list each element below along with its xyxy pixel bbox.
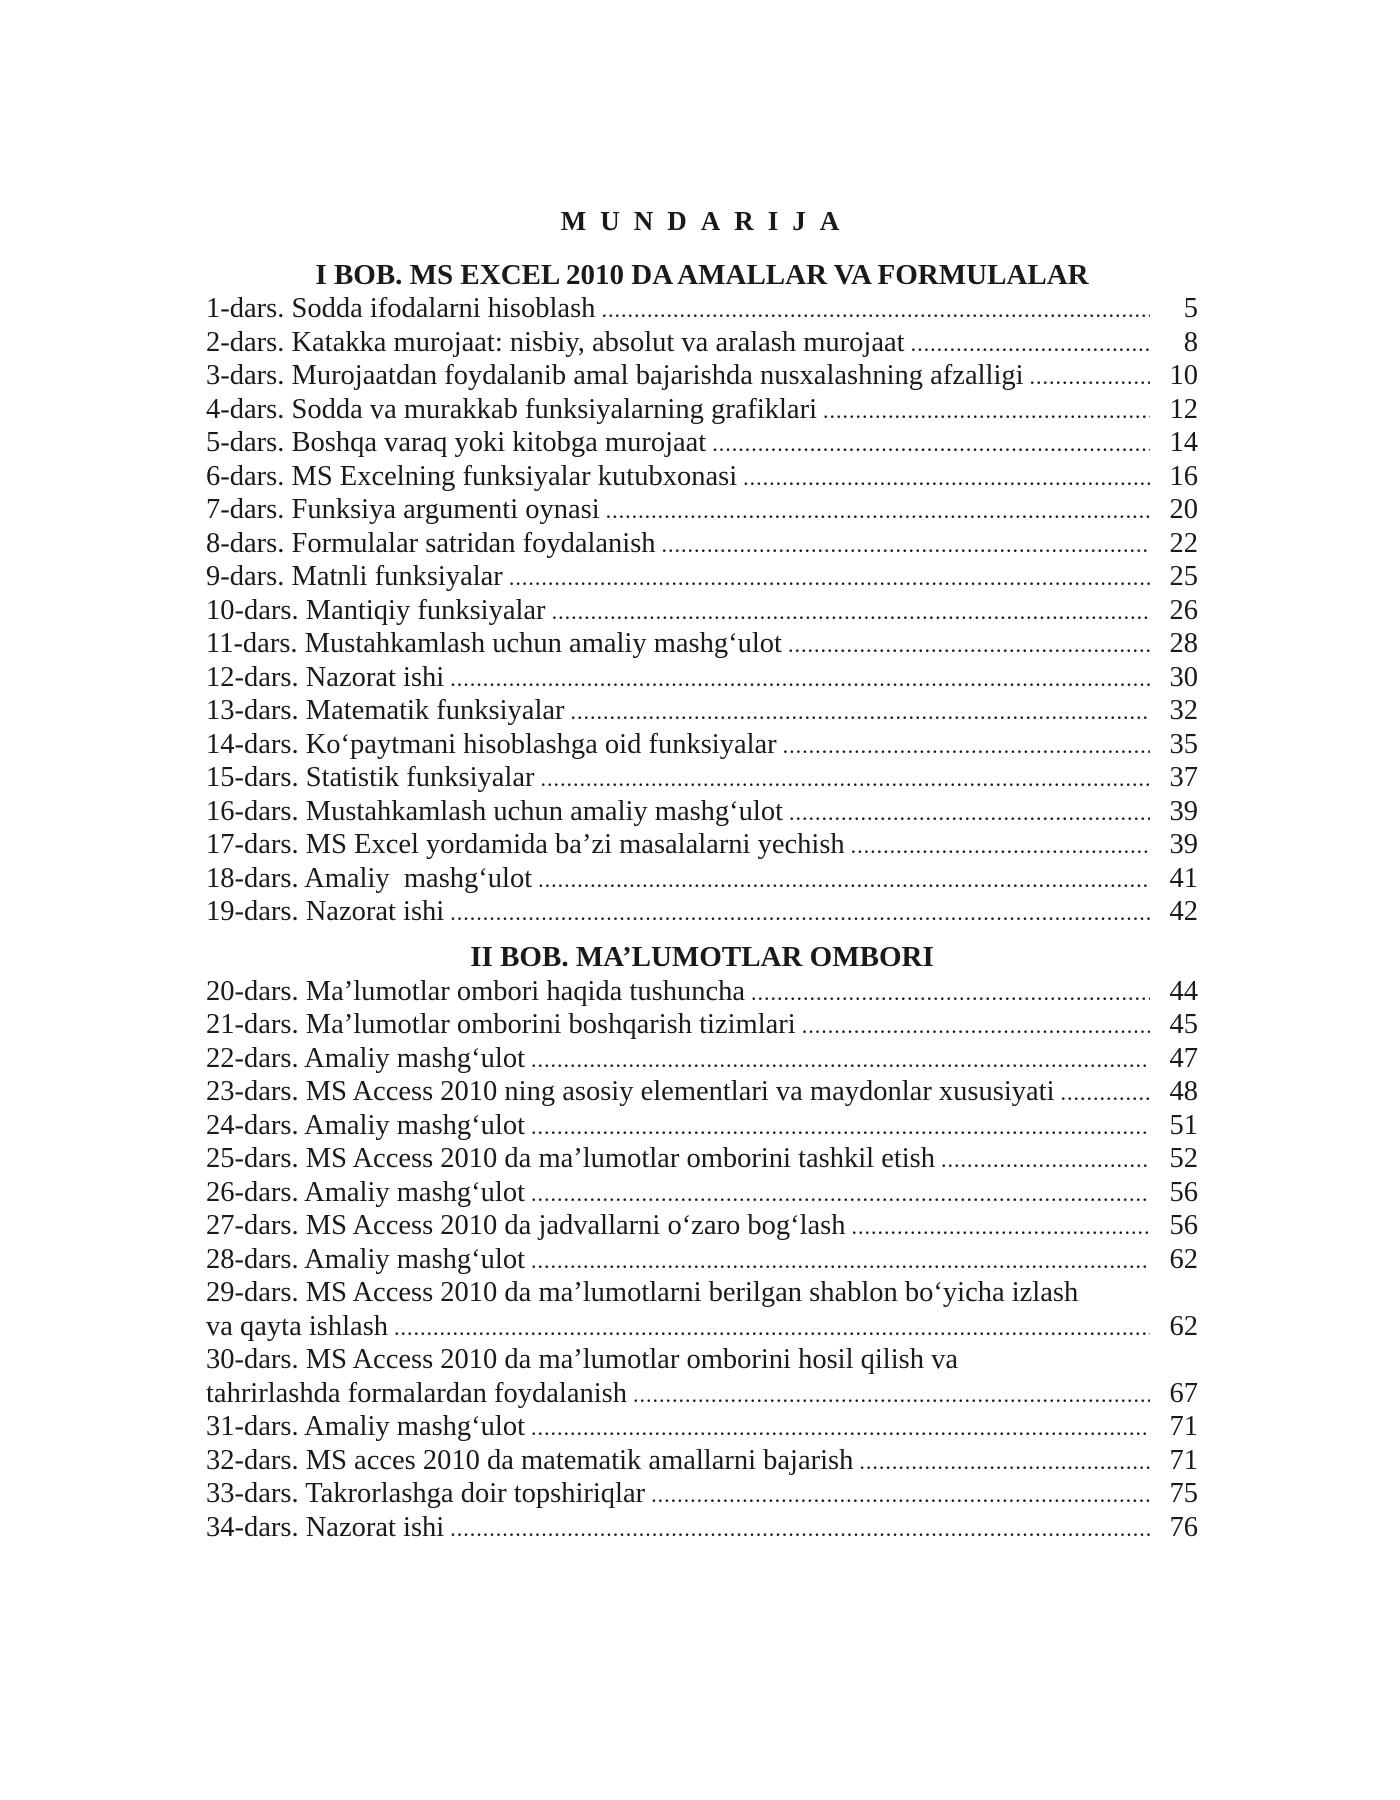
toc-entry-page: 71 bbox=[1169, 1444, 1198, 1476]
dot-leader bbox=[531, 1244, 1150, 1278]
chapter-1-heading: I BOB. MS EXCEL 2010 DA AMALLAR VA FORMULALAR bbox=[315, 259, 1089, 291]
toc-entry-label: 22-dars. Amaliy mashg‘ulot bbox=[206, 1042, 525, 1074]
toc-entry-label: 24-dars. Amaliy mashg‘ulot bbox=[206, 1109, 525, 1141]
dot-leader bbox=[941, 1143, 1150, 1177]
toc-entry-page: 42 bbox=[1169, 896, 1198, 927]
toc-entry-page: 56 bbox=[1169, 1176, 1198, 1208]
dot-leader bbox=[743, 461, 1150, 495]
toc-entry bbox=[206, 1511, 1198, 1545]
dot-leader bbox=[788, 628, 1150, 662]
toc-entry bbox=[206, 1042, 1198, 1076]
toc-entry-label: 13-dars. Matematik funksiyalar bbox=[206, 695, 565, 726]
toc-entry-label-line1: 29-dars. MS Access 2010 da ma’lumotlarni berilgan shablon bo‘yicha izlash bbox=[206, 1277, 1079, 1308]
dot-leader bbox=[751, 976, 1150, 1010]
toc-entry bbox=[206, 1109, 1198, 1143]
toc-entry bbox=[206, 728, 1198, 762]
toc-entry-page: 52 bbox=[1169, 1143, 1198, 1174]
toc-entry bbox=[206, 1176, 1198, 1210]
toc-entry-page: 39 bbox=[1169, 829, 1198, 860]
toc-entry bbox=[206, 359, 1198, 393]
toc-entry-page: 76 bbox=[1169, 1511, 1198, 1543]
toc-entry-label: 32-dars. MS acces 2010 da matematik amallarni bajarish bbox=[206, 1444, 854, 1476]
toc-entry-page: 37 bbox=[1169, 762, 1198, 793]
page-title: MUNDARIJA bbox=[560, 206, 854, 236]
toc-entry-page: 44 bbox=[1169, 975, 1198, 1007]
toc-entry-label: 1-dars. Sodda ifodalarni hisoblash bbox=[206, 293, 596, 324]
toc-entry-label: 21-dars. Ma’lumotlar omborini boshqarish tizimlari bbox=[206, 1009, 796, 1040]
dot-leader bbox=[552, 595, 1150, 629]
dot-leader bbox=[531, 1177, 1150, 1211]
dot-leader bbox=[662, 528, 1150, 562]
dot-leader bbox=[541, 762, 1151, 796]
toc-entry-label: 17-dars. MS Excel yordamida ba’zi masalalarni yechish bbox=[206, 829, 845, 860]
toc-entry-page: 22 bbox=[1169, 527, 1198, 559]
toc-entry-page: 20 bbox=[1169, 494, 1198, 525]
toc-entry-label: 2-dars. Katakka murojaat: nisbiy, absolut va aralash murojaat bbox=[206, 326, 905, 358]
dot-leader bbox=[1030, 360, 1150, 394]
toc-entry-label: 5-dars. Boshqa varaq yoki kitobga murojaat bbox=[206, 427, 707, 458]
dot-leader bbox=[450, 1512, 1150, 1546]
toc-entry-label: 33-dars. Takrorlashga doir topshiriqlar bbox=[206, 1478, 646, 1509]
toc-entry-label: 28-dars. Amaliy mashg‘ulot bbox=[206, 1243, 525, 1275]
dot-leader bbox=[606, 494, 1150, 528]
toc-entry bbox=[206, 1410, 1198, 1444]
toc-entry-label: 14-dars. Ko‘paytmani hisoblashga oid funksiyalar bbox=[206, 728, 777, 760]
toc-entry-page: 62 bbox=[1169, 1243, 1198, 1275]
toc-entry bbox=[206, 694, 1198, 728]
dot-leader bbox=[651, 1478, 1150, 1512]
toc-entry-label: 31-dars. Amaliy mashg‘ulot bbox=[206, 1411, 525, 1442]
toc-entry-label: 25-dars. MS Access 2010 da ma’lumotlar omborini tashkil etish bbox=[206, 1143, 936, 1174]
toc-entry bbox=[206, 1477, 1198, 1511]
toc-entry bbox=[206, 862, 1198, 896]
toc-entry-page: 67 bbox=[1169, 1377, 1198, 1409]
toc-entry-label: 3-dars. Murojaatdan foydalanib amal bajarishda nusxalashning afzalligi bbox=[206, 360, 1024, 391]
toc-entry-page: 41 bbox=[1169, 862, 1198, 894]
toc-entry bbox=[206, 1243, 1198, 1277]
toc-entry bbox=[206, 761, 1198, 795]
toc-entry-label: 23-dars. MS Access 2010 ning asosiy elementlari va maydonlar xususiyati bbox=[206, 1076, 1055, 1107]
toc-entry-page: 5 bbox=[1183, 293, 1198, 324]
toc-entry-page: 14 bbox=[1169, 427, 1198, 458]
chapter-2-heading: II BOB. MA’LUMOTLAR OMBORI bbox=[470, 940, 934, 973]
toc-entry-label: 12-dars. Nazorat ishi bbox=[206, 661, 445, 693]
toc-entry bbox=[206, 1075, 1198, 1109]
dot-leader bbox=[852, 1210, 1151, 1244]
toc-entry bbox=[206, 460, 1198, 494]
toc-entry-label-line1: 30-dars. MS Access 2010 da ma’lumotlar omborini hosil qilish va bbox=[206, 1344, 958, 1375]
toc-entry bbox=[206, 393, 1198, 427]
toc-entry-page: 26 bbox=[1169, 594, 1198, 626]
toc-entry bbox=[206, 895, 1198, 929]
toc-entry-page: 51 bbox=[1169, 1109, 1198, 1141]
toc-entry-page: 75 bbox=[1169, 1478, 1198, 1509]
toc-entry-page: 32 bbox=[1169, 695, 1198, 726]
toc-entry-page: 45 bbox=[1169, 1009, 1198, 1040]
chapter-2-entries-a bbox=[206, 975, 1198, 1277]
dot-leader bbox=[802, 1009, 1150, 1043]
dot-leader bbox=[851, 829, 1150, 863]
toc-entry bbox=[206, 828, 1198, 862]
dot-leader bbox=[450, 662, 1150, 696]
dot-leader bbox=[712, 427, 1150, 461]
toc-entry bbox=[206, 326, 1198, 360]
toc-entry-label: 11-dars. Mustahkamlash uchun amaliy mashg‘ulot bbox=[206, 628, 782, 659]
toc-entry-label: 34-dars. Nazorat ishi bbox=[206, 1511, 445, 1543]
dot-leader bbox=[911, 327, 1150, 361]
toc-entry-page: 47 bbox=[1169, 1042, 1198, 1074]
dot-leader bbox=[1061, 1076, 1150, 1110]
toc-entry-page: 71 bbox=[1169, 1411, 1198, 1442]
toc-entry bbox=[206, 527, 1198, 561]
toc-entry-label: 20-dars. Ma’lumotlar ombori haqida tushuncha bbox=[206, 975, 745, 1007]
toc-entry bbox=[206, 594, 1198, 628]
toc-entry-page: 62 bbox=[1169, 1310, 1198, 1342]
toc-entry-label: 15-dars. Statistik funksiyalar bbox=[206, 762, 535, 793]
dot-leader bbox=[571, 695, 1150, 729]
toc-entry bbox=[206, 493, 1198, 527]
toc-entry-page: 28 bbox=[1169, 628, 1198, 659]
toc-entry bbox=[206, 1276, 1198, 1343]
table-of-contents bbox=[206, 258, 1198, 1544]
toc-entry bbox=[206, 426, 1198, 460]
dot-leader bbox=[394, 1311, 1150, 1345]
toc-entry bbox=[206, 1343, 1198, 1410]
toc-entry bbox=[206, 627, 1198, 661]
dot-leader bbox=[783, 729, 1150, 763]
toc-entry-label: 9-dars. Matnli funksiyalar bbox=[206, 561, 503, 592]
toc-entry-label: 18-dars. Amaliy mashg‘ulot bbox=[206, 862, 533, 894]
toc-entry-label: 19-dars. Nazorat ishi bbox=[206, 896, 445, 927]
toc-entry-label: 27-dars. MS Access 2010 da jadvallarni o‘zaro bog‘lash bbox=[206, 1210, 846, 1241]
toc-entry-page: 48 bbox=[1169, 1076, 1198, 1107]
toc-entry-label: 16-dars. Mustahkamlash uchun amaliy mashg‘ulot bbox=[206, 795, 784, 827]
toc-entry-page: 30 bbox=[1169, 661, 1198, 693]
toc-entry-label: 6-dars. MS Excelning funksiyalar kutubxonasi bbox=[206, 460, 738, 492]
dot-leader bbox=[531, 1411, 1150, 1445]
dot-leader bbox=[633, 1378, 1150, 1412]
toc-entry-label-line2: tahrirlashda formalardan foydalanish bbox=[206, 1377, 628, 1409]
dot-leader bbox=[531, 1043, 1150, 1077]
toc-entry-page: 35 bbox=[1169, 728, 1198, 760]
toc-entry-label-line2: va qayta ishlash bbox=[206, 1310, 389, 1342]
dot-leader bbox=[601, 293, 1150, 327]
dot-leader bbox=[859, 1445, 1150, 1479]
toc-entry-page: 56 bbox=[1169, 1210, 1198, 1241]
dot-leader bbox=[789, 796, 1150, 830]
dot-leader bbox=[823, 394, 1150, 428]
toc-entry bbox=[206, 795, 1198, 829]
toc-entry-label: 8-dars. Formulalar satridan foydalanish bbox=[206, 527, 656, 559]
toc-entry bbox=[206, 292, 1198, 326]
toc-entry bbox=[206, 1209, 1198, 1243]
toc-entry-page: 10 bbox=[1169, 360, 1198, 391]
chapter-1-entries bbox=[206, 292, 1198, 929]
toc-entry-page: 8 bbox=[1183, 326, 1198, 358]
dot-leader bbox=[450, 896, 1150, 930]
dot-leader bbox=[509, 561, 1150, 595]
toc-entry-label: 4-dars. Sodda va murakkab funksiyalarning grafiklari bbox=[206, 393, 817, 425]
toc-entry-page: 16 bbox=[1169, 460, 1198, 492]
toc-entry bbox=[206, 1142, 1198, 1176]
dot-leader bbox=[531, 1110, 1150, 1144]
toc-entry bbox=[206, 1444, 1198, 1478]
toc-entry-page: 39 bbox=[1169, 795, 1198, 827]
toc-entry bbox=[206, 661, 1198, 695]
toc-entry-page: 25 bbox=[1169, 561, 1198, 592]
chapter-2-entries-b bbox=[206, 1410, 1198, 1544]
toc-entry-label: 26-dars. Amaliy mashg‘ulot bbox=[206, 1176, 525, 1208]
toc-entry-label: 10-dars. Mantiqiy funksiyalar bbox=[206, 594, 546, 626]
toc-entry bbox=[206, 560, 1198, 594]
toc-entry-label: 7-dars. Funksiya argumenti oynasi bbox=[206, 494, 600, 525]
dot-leader bbox=[538, 863, 1150, 897]
toc-entry-page: 12 bbox=[1169, 393, 1198, 425]
toc-entry bbox=[206, 975, 1198, 1009]
toc-entry bbox=[206, 1008, 1198, 1042]
